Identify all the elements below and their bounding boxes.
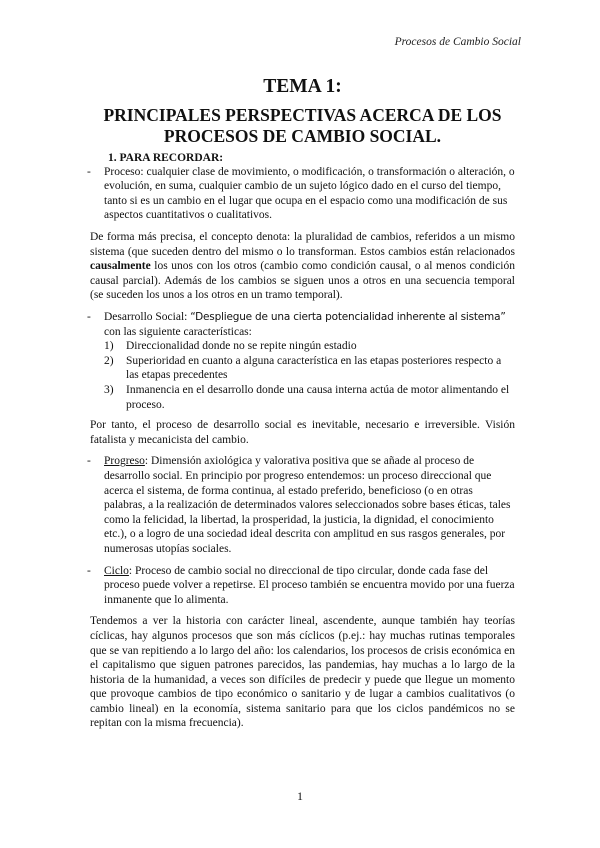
running-header: Procesos de Cambio Social [394,36,521,48]
term-progreso: Progreso [104,455,145,468]
definition-ciclo: - Ciclo: Proceso de cambio social no direccional de tipo circular, donde cada fase del proceso puede volver a repetirse. El proceso también se encuentra movido por una fuerza inmanente que lo alimenta. [90,564,515,608]
paragraph-history: Tendemos a ver la historia con carácter lineal, ascendente, aunque también hay teorías cíclicas, hay algunos procesos que son más cíclicos (p.ej.: hay muchas rutinas temporales que se van repitiendo a lo largo del año: los calendarios, los procesos de crisis económica en el capitalismo que siguen patrones parecidos, las pandemias, hay muchas a lo largo de la historia de la humanidad, a veces son difíciles de predecir y puede que llegue un momento que provoque cambios de tipo económico o sanitario y de lugar a cambios cualitativos (o cambio lineal) en la economía, sistema sanitario para que los ciclos pandémicos no se repitan con la misma frecuencia). [90,615,515,730]
chapter-title: TEMA 1: [263,76,342,97]
section-number: 1. [108,151,117,164]
definition-desarrollo: - Desarrollo Social: “Despliegue de una cierta potencialidad inherente al sistema” con las siguiente características: [90,310,515,339]
chapter-subtitle: PRINCIPALES PERSPECTIVAS ACERCA DE LOS PROCESOS DE CAMBIO SOCIAL. [103,105,502,146]
page-number: 1 [297,789,303,803]
section-label: PARA RECORDAR: [119,151,224,164]
definition-proceso: - Proceso: cualquier clase de movimiento, o modificación, o transformación o alteración, o evolución, en suma, cualquier cambio de un sujeto lógico dado en el curso del tiempo, tanto si es un cambio en el lugar que ocupa en el espacio como una modificación de sus aspectos cuantitativos o cualitativos. [90,165,515,223]
desarrollo-quote: “Despliegue de una cierta potencialidad inherente al sistema” [190,311,506,324]
term-ciclo: Ciclo [104,564,129,577]
list-item: 3) Inmanencia en el desarrollo donde una causa interna actúa de motor alimentando el proceso. [104,384,510,411]
definition-progreso: - Progreso: Dimensión axiológica y valorativa positiva que se añade al proceso de desarrollo social. En principio por progreso entendemos: un proceso direccional que acerca el sistema, de forma continua, al estado preferido, beneficioso (o en otras palabras, a la realización de determinados valores seleccionados sobre bases éticas, tales como la felicidad, la libertad, la prosperidad, la justicia, la dignidad, el conocimiento etc.), o a logro de una sociedad ideal descrita con amplitud en sus rasgos generales, por numerosas utopías sociales. [90,454,515,556]
page-content [90,76,515,738]
section-heading [90,152,515,164]
bold-causalmente: causalmente [90,260,151,273]
paragraph-concept: De forma más precisa, el concepto denota: la pluralidad de cambios, referidos a un mismo sistema (que suceden dentro del mismo o lo transforman. Estos cambios están relacionados causalmente los unos con los otros (cambio como condición causal, o al menos condición causal parcial). Además de los cambios se siguen unos a otros en una secuencia temporal (se suceden los unos a los otros en un tramo temporal). [90,231,515,302]
paragraph-conclusion: Por tanto, el proceso de desarrollo social es inevitable, necesario e irreversible. Visión fatalista y mecanicista del cambio. [90,419,515,446]
characteristics-list [90,339,515,412]
list-item: 1) Direccionalidad donde no se repite ningún estadio [104,340,357,353]
list-item: 2) Superioridad en cuanto a alguna característica en las etapas posteriores respecto a las etapas precedentes [104,354,502,382]
